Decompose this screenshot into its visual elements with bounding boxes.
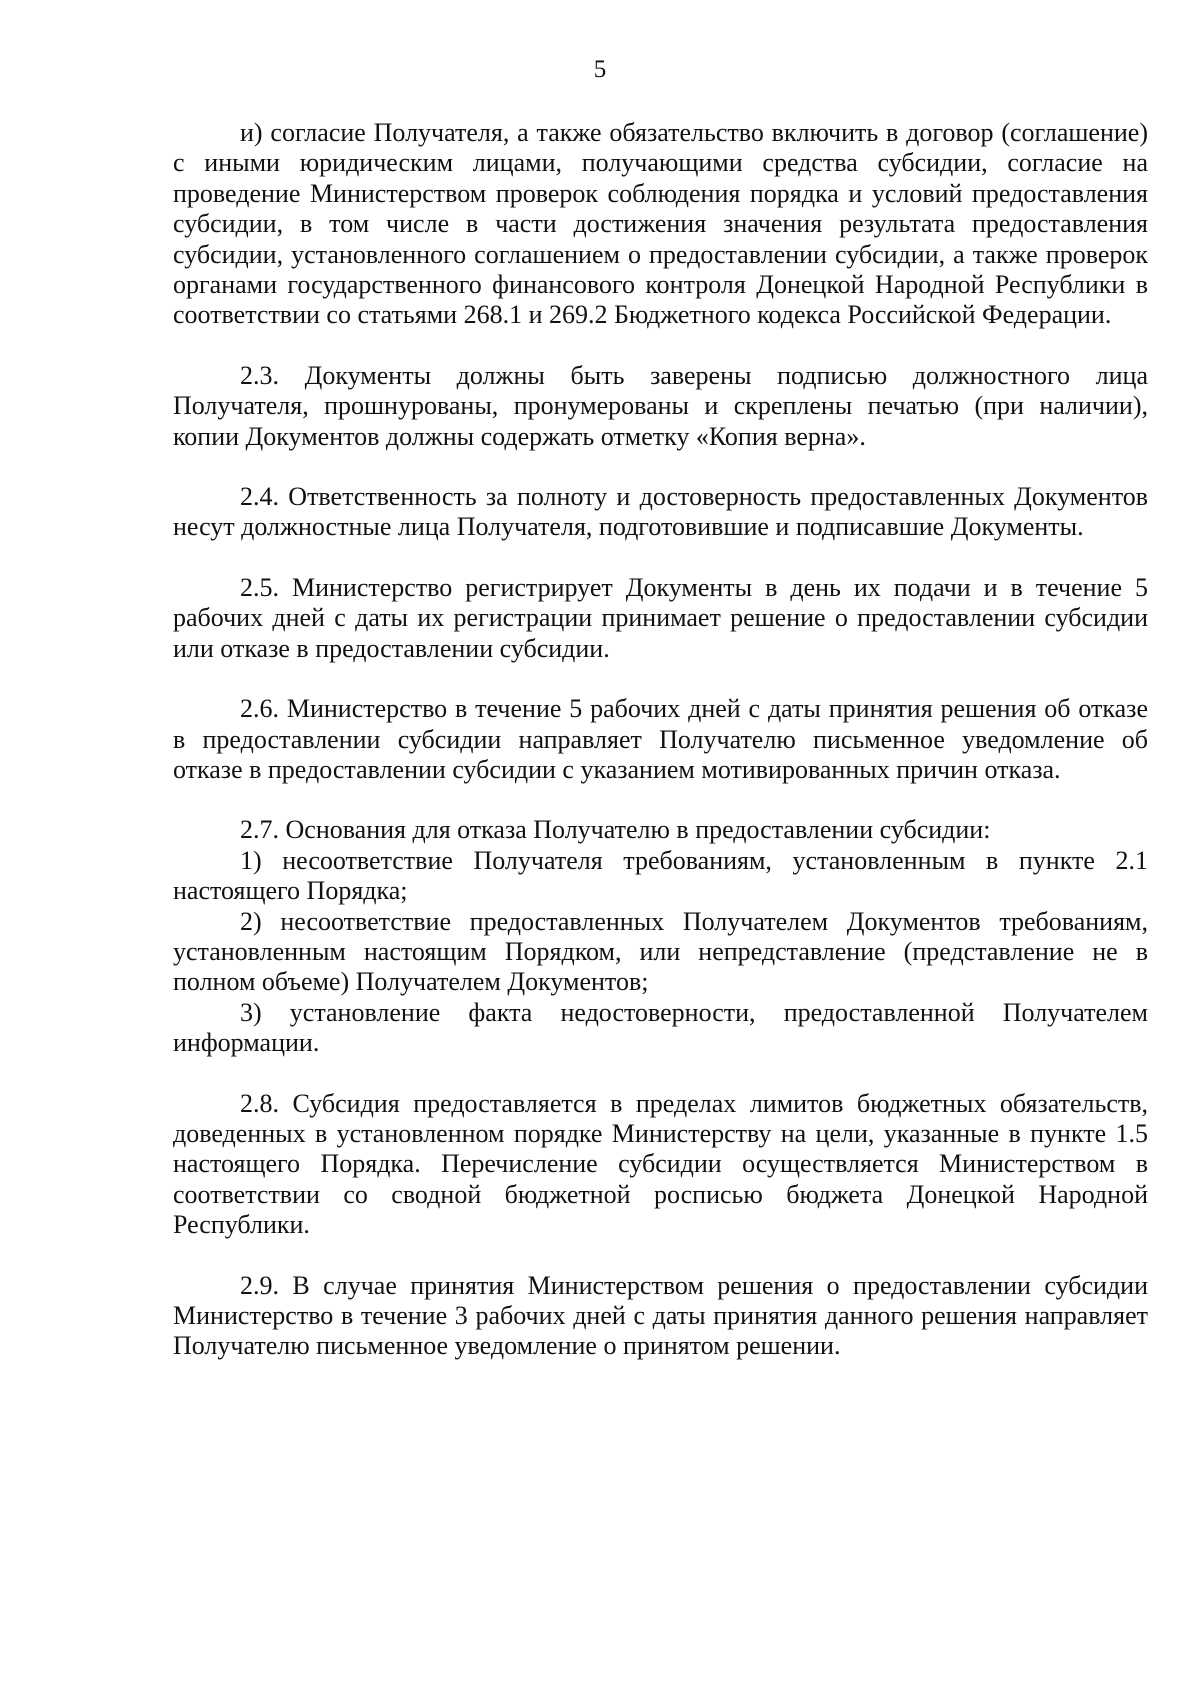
- paragraph-2-5: 2.5. Министерство регистрирует Документы в день их подачи и в течение 5 рабочих дней с даты их регистрации принимает решение о предоставлении субсидии или отказе в предоставлении субсидии.: [173, 572, 1148, 663]
- page-number: 5: [593, 56, 607, 83]
- list-item-2-7-2: 2) несоответствие предоставленных Получателем Документов требованиям, установленным настоящим Порядком, или непредставление (представление не в полном объеме) Получателем Документов;: [173, 906, 1148, 997]
- list-item-2-7-3: 3) установление факта недостоверности, предоставленной Получателем информации.: [173, 997, 1148, 1058]
- paragraph-i-consent: и) согласие Получателя, а также обязательство включить в договор (соглашение) с иными юридическим лицами, получающими средства субсидии, согласие на проведение Министерством проверок соблюдения порядка и условий предоставления субсидии, в том числе в части достижения значения результата предоставления субсидии, установленного соглашением о предоставлении субсидии, а также проверок органами государственного финансового контроля Донецкой Народной Республики в соответствии со статьями 268.1 и 269.2 Бюджетного кодекса Российской Федерации.: [173, 118, 1148, 330]
- paragraph-2-7-intro: 2.7. Основания для отказа Получателю в предоставлении субсидии:: [240, 815, 991, 845]
- paragraph-2-3: 2.3. Документы должны быть заверены подписью должностного лица Получателя, прошнурованы, пронумерованы и скреплены печатью (при наличии), копии Документов должны содержать отметку «Копия верна».: [173, 360, 1148, 451]
- paragraph-2-9: 2.9. В случае принятия Министерством решения о предоставлении субсидии Министерство в течение 3 рабочих дней с даты принятия данного решения направляет Получателю письменное уведомление о принятом решении.: [173, 1270, 1148, 1361]
- section-2-7: [173, 815, 1148, 1058]
- list-item-2-7-1: 1) несоответствие Получателя требованиям, установленным в пункте 2.1 настоящего Порядка;: [173, 845, 1148, 906]
- document-body: [173, 118, 1148, 1362]
- paragraph-2-4: 2.4. Ответственность за полноту и достоверность предоставленных Документов несут должностные лица Получателя, подготовившие и подписавшие Документы.: [173, 482, 1148, 542]
- paragraph-2-8: 2.8. Субсидия предоставляется в пределах лимитов бюджетных обязательств, доведенных в установленном порядке Министерству на цели, указанные в пункте 1.5 настоящего Порядка. Перечисление субсидии осуществляется Министерством в соответствии со сводной бюджетной росписью бюджета Донецкой Народной Республики.: [173, 1088, 1148, 1240]
- paragraph-2-6: 2.6. Министерство в течение 5 рабочих дней с даты принятия решения об отказе в предоставлении субсидии направляет Получателю письменное уведомление об отказе в предоставлении субсидии с указанием мотивированных причин отказа.: [173, 694, 1148, 784]
